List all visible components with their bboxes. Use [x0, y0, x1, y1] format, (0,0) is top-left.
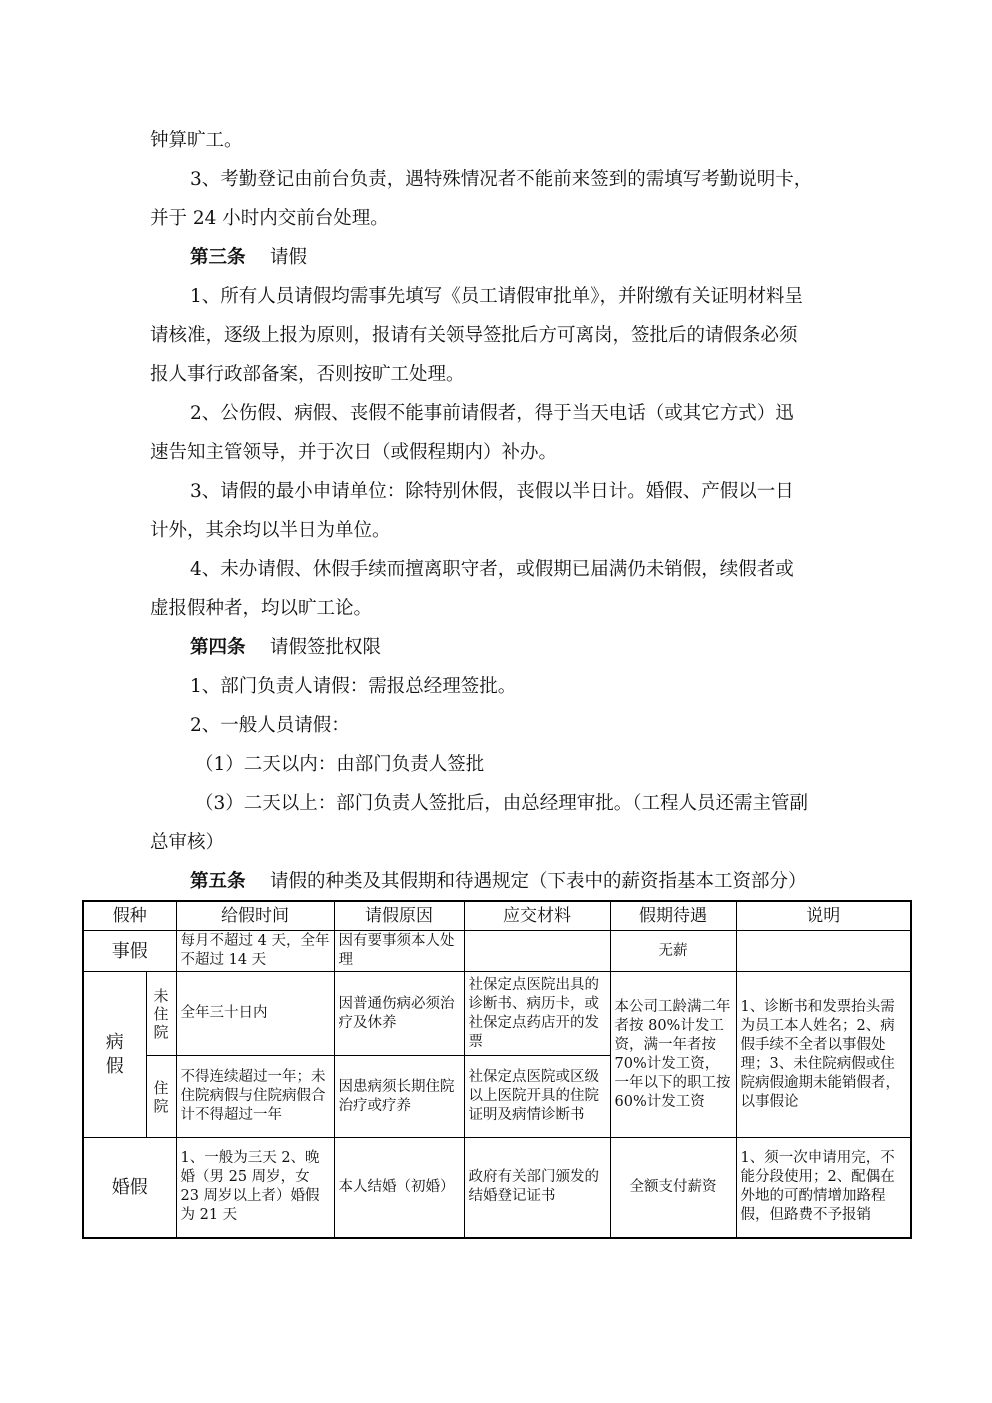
paragraph-line: 2、一般人员请假：	[190, 715, 350, 736]
paragraph-line: 请核准，逐级上报为原则，报请有关领导签批后方可离岗，签批后的请假条必须	[150, 325, 798, 346]
paragraph-line: 并于 24 小时内交前台处理。	[150, 208, 389, 229]
paragraph-line: 1、部门负责人请假：需报总经理签批。	[190, 676, 517, 697]
article-heading: 第五条	[190, 871, 246, 892]
pay-cell: 无薪	[610, 931, 736, 972]
paragraph-line: 报人事行政部备案，否则按旷工处理。	[150, 364, 465, 385]
material-cell: 社保定点医院或区级以上医院开具的住院证明及病情诊断书	[464, 1056, 610, 1138]
note-cell: 1、诊断书和发票抬头需为员工本人姓名；2、病假手续不全者以事假处理；3、未住院病假或住院病假逾期未能销假者，以事假论	[736, 972, 911, 1138]
sub-type-label: 住院	[153, 1078, 169, 1115]
paragraph-line: 钟算旷工。	[150, 130, 243, 151]
leave-type-cell: 婚假	[83, 1138, 176, 1238]
paragraph-line: 3、考勤登记由前台负责，遇特殊情况者不能前来签到的需填写考勤说明卡，	[190, 169, 813, 190]
table-header-row	[83, 901, 911, 931]
paragraph-line: 虚报假种者，均以旷工论。	[150, 598, 373, 619]
time-cell: 全年三十日内	[176, 972, 334, 1056]
reason-cell: 因普通伤病必须治疗及休养	[334, 972, 464, 1056]
note-cell	[736, 931, 911, 972]
material-cell	[464, 931, 610, 972]
leave-type-cell: 事假	[83, 931, 176, 972]
header-cell: 说明	[736, 901, 911, 931]
material-cell: 政府有关部门颁发的结婚登记证书	[464, 1138, 610, 1238]
sub-type-label: 未住院	[153, 986, 169, 1041]
article-title: 请假签批权限	[270, 637, 382, 658]
reason-cell: 因患病须长期住院治疗或疗养	[334, 1056, 464, 1138]
note-cell: 1、须一次申请用完，不能分段使用；2、配偶在外地的可酌情增加路程假，但路费不予报销	[736, 1138, 911, 1238]
leave-type-vertical: 病假	[105, 1031, 124, 1077]
article-title: 请假	[270, 247, 308, 268]
paragraph-line: 4、未办请假、休假手续而擅离职守者，或假期已届满仍未销假，续假者或	[190, 559, 794, 580]
pay-cell: 本公司工龄满二年者按 80%计发工资，满一年者按 70%计发工资，一年以下的职工按 60%计发工资	[610, 972, 736, 1138]
time-cell: 每月不超过 4 天，全年不超过 14 天	[176, 931, 334, 972]
paragraph-line: 1、所有人员请假均需事先填写《员工请假审批单》，并附缴有关证明材料呈	[190, 286, 804, 307]
table-row-shijia	[83, 931, 911, 972]
reason-cell: 本人结婚（初婚）	[334, 1138, 464, 1238]
reason-cell: 因有要事须本人处理	[334, 931, 464, 972]
article-heading: 第三条	[190, 247, 246, 268]
article-heading: 第四条	[190, 637, 246, 658]
sub-type-cell	[146, 1056, 176, 1138]
paragraph-line: （3）二天以上：部门负责人签批后，由总经理审批。（工程人员还需主管副	[195, 793, 809, 814]
material-cell: 社保定点医院出具的诊断书、病历卡，或社保定点药店开的发票	[464, 972, 610, 1056]
paragraph-line: 速告知主管领导，并于次日（或假程期内）补办。	[150, 442, 558, 463]
header-cell: 请假原因	[334, 901, 464, 931]
header-cell: 给假时间	[176, 901, 334, 931]
paragraph-line: 3、请假的最小申请单位：除特别休假，丧假以半日计。婚假、产假以一日	[190, 481, 794, 502]
paragraph-line: 计外，其余均以半日为单位。	[150, 520, 391, 541]
table-row-hunjia	[83, 1138, 911, 1238]
pay-cell: 全额支付薪资	[610, 1138, 736, 1238]
article-title: 请假的种类及其假期和待遇规定（下表中的薪资指基本工资部分）	[270, 871, 807, 892]
table-row-bingjia-outpatient	[83, 972, 911, 1056]
leave-type-cell	[83, 972, 146, 1138]
sub-type-cell	[146, 972, 176, 1056]
header-cell: 假种	[83, 901, 176, 931]
header-cell: 应交材料	[464, 901, 610, 931]
paragraph-line: 总审核）	[150, 832, 225, 853]
leave-rules-table	[82, 900, 912, 1239]
header-cell: 假期待遇	[610, 901, 736, 931]
paragraph-line: 2、公伤假、病假、丧假不能事前请假者，得于当天电话（或其它方式）迅	[190, 403, 794, 424]
time-cell: 不得连续超过一年；未住院病假与住院病假合计不得超过一年	[176, 1056, 334, 1138]
time-cell: 1、一般为三天 2、晚婚（男 25 周岁，女 23 周岁以上者）婚假为 21 天	[176, 1138, 334, 1238]
paragraph-line: （1）二天以内：由部门负责人签批	[195, 754, 485, 775]
